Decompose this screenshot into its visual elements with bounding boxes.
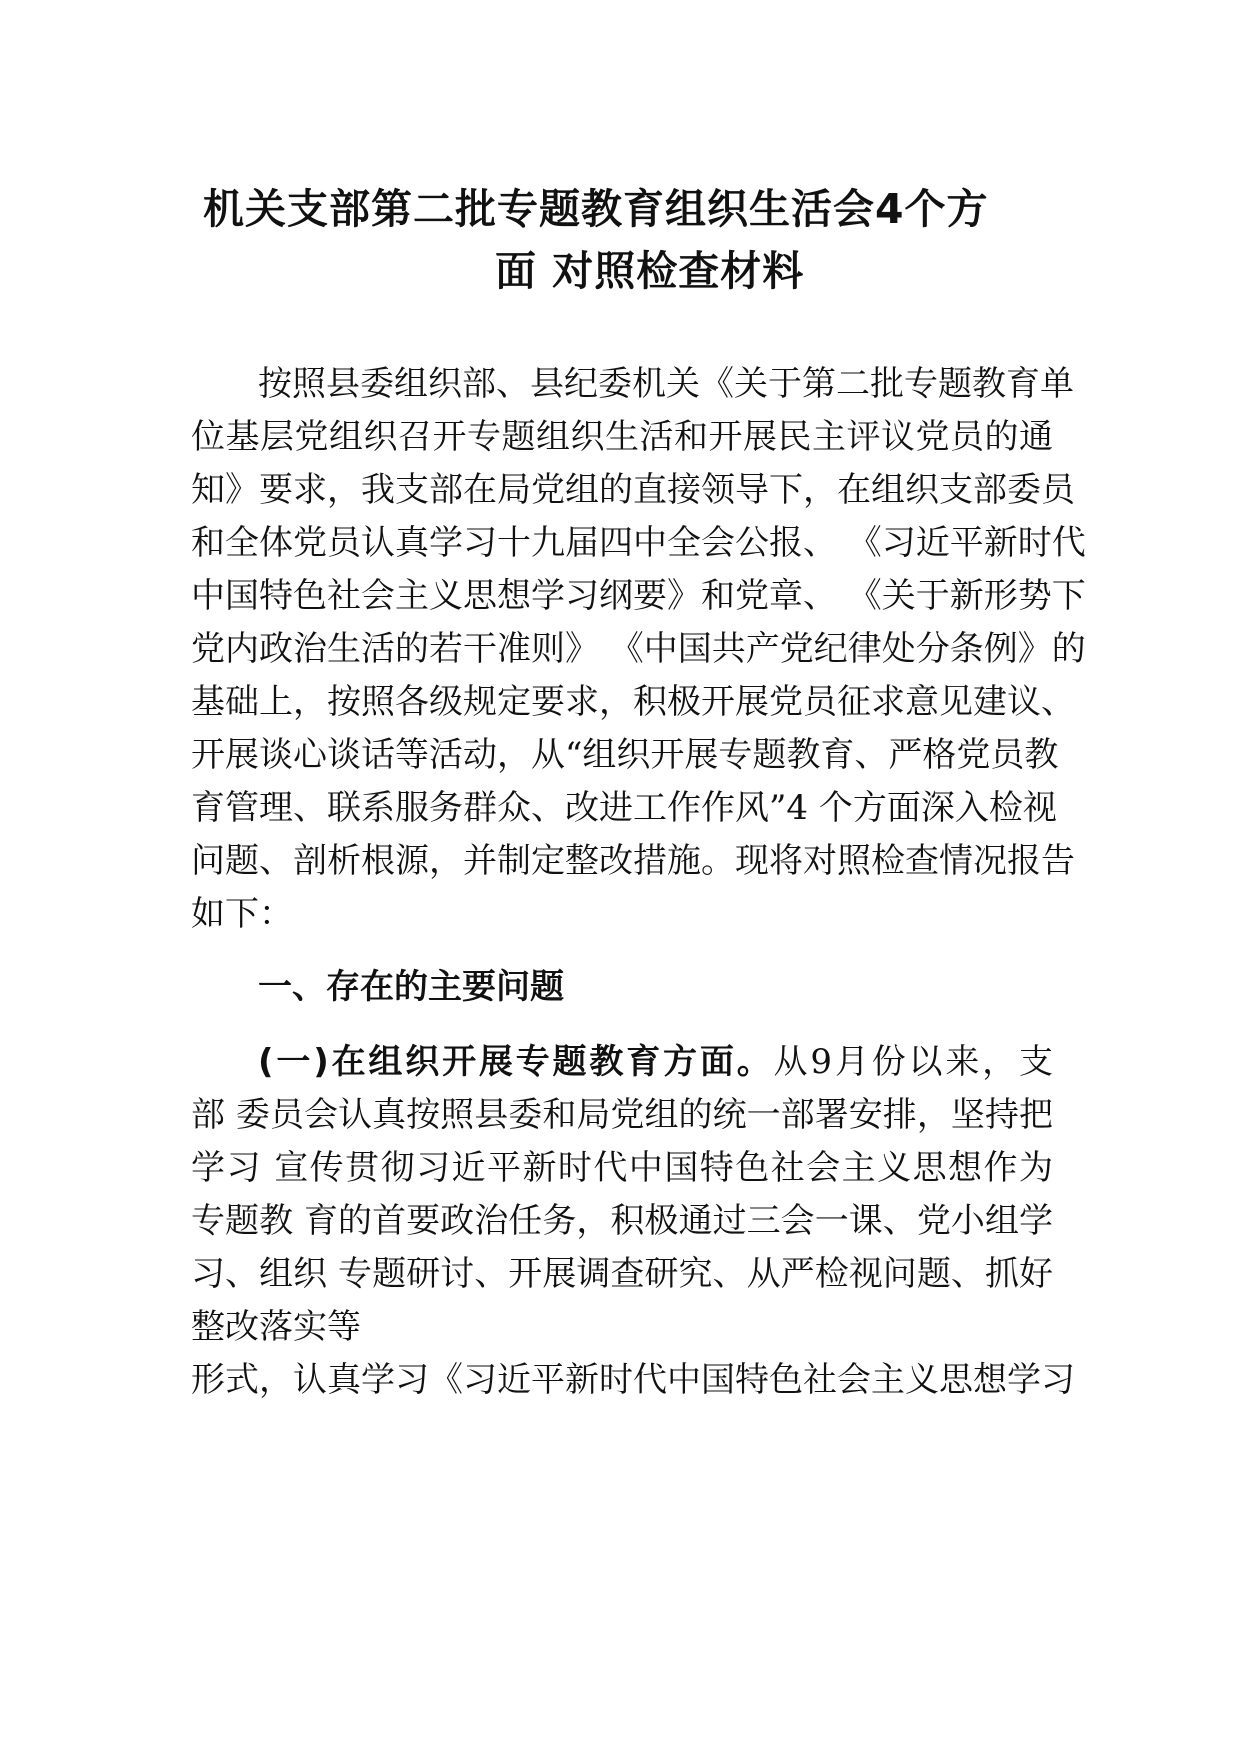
intro-paragraph-line: 知》要求，我支部在局党组的直接领导下，在组织支部委员 [191,470,1075,510]
subsection-paragraph-line: 部 委员会认真按照县委和局党组的统一部署安排，坚持把 [191,1095,1053,1135]
intro-paragraph-line: 如下： [191,894,293,934]
intro-paragraph-line: 问题、剖析根源，并制定整改措施。现将对照检查情况报告 [191,841,1075,881]
subsection-paragraph-line: 习、组织 专题研讨、开展调查研究、从严检视问题、抓好 [191,1254,1053,1294]
intro-paragraph-line: 党内政治生活的若干准则》 《中国共产党纪律处分条例》的 [191,629,1086,669]
document-title-line-1: 机关支部第二批专题教育组织生活会4个方 [203,185,989,233]
subsection-first-line [258,1040,1053,1084]
intro-paragraph-line: 中国特色社会主义思想学习纲要》和党章、 《关于新形势下 [191,576,1086,616]
subsection-paragraph-line: 形式，认真学习《习近平新时代中国特色社会主义思想学习 [191,1360,1075,1400]
subsection-paragraph-line: 学习 宣传贯彻习近平新时代中国特色社会主义思想作为 [191,1148,1053,1188]
intro-paragraph-line: 和全体党员认真学习十九届四中全会公报、 《习近平新时代 [191,523,1086,563]
subsection-paragraph-line: 专题教 育的首要政治任务，积极通过三会一课、党小组学 [191,1201,1053,1241]
subsection-paragraph-line: 整改落实等 [191,1307,361,1347]
subsection-heading: (一)在组织开展专题教育方面。 [258,1042,774,1082]
intro-paragraph-line: 育管理、联系服务群众、改进工作作风”4 个方面深入检视 [191,788,1057,828]
intro-paragraph-line: 位基层党组织召开专题组织生活和开展民主评议党员的通 [191,417,1053,457]
subsection-text: 从9月份以来，支 [773,1042,1053,1082]
intro-paragraph-line: 基础上，按照各级规定要求，积极开展党员征求意见建议、 [191,682,1075,722]
intro-paragraph-line: 开展谈心谈话等活动，从“组织开展专题教育、严格党员教 [191,735,1059,775]
section-heading: 一、存在的主要问题 [258,967,564,1007]
intro-paragraph-line: 按照县委组织部、县纪委机关《关于第二批专题教育单 [258,364,1074,404]
document-title-line-2: 面 对照检查材料 [495,247,805,295]
